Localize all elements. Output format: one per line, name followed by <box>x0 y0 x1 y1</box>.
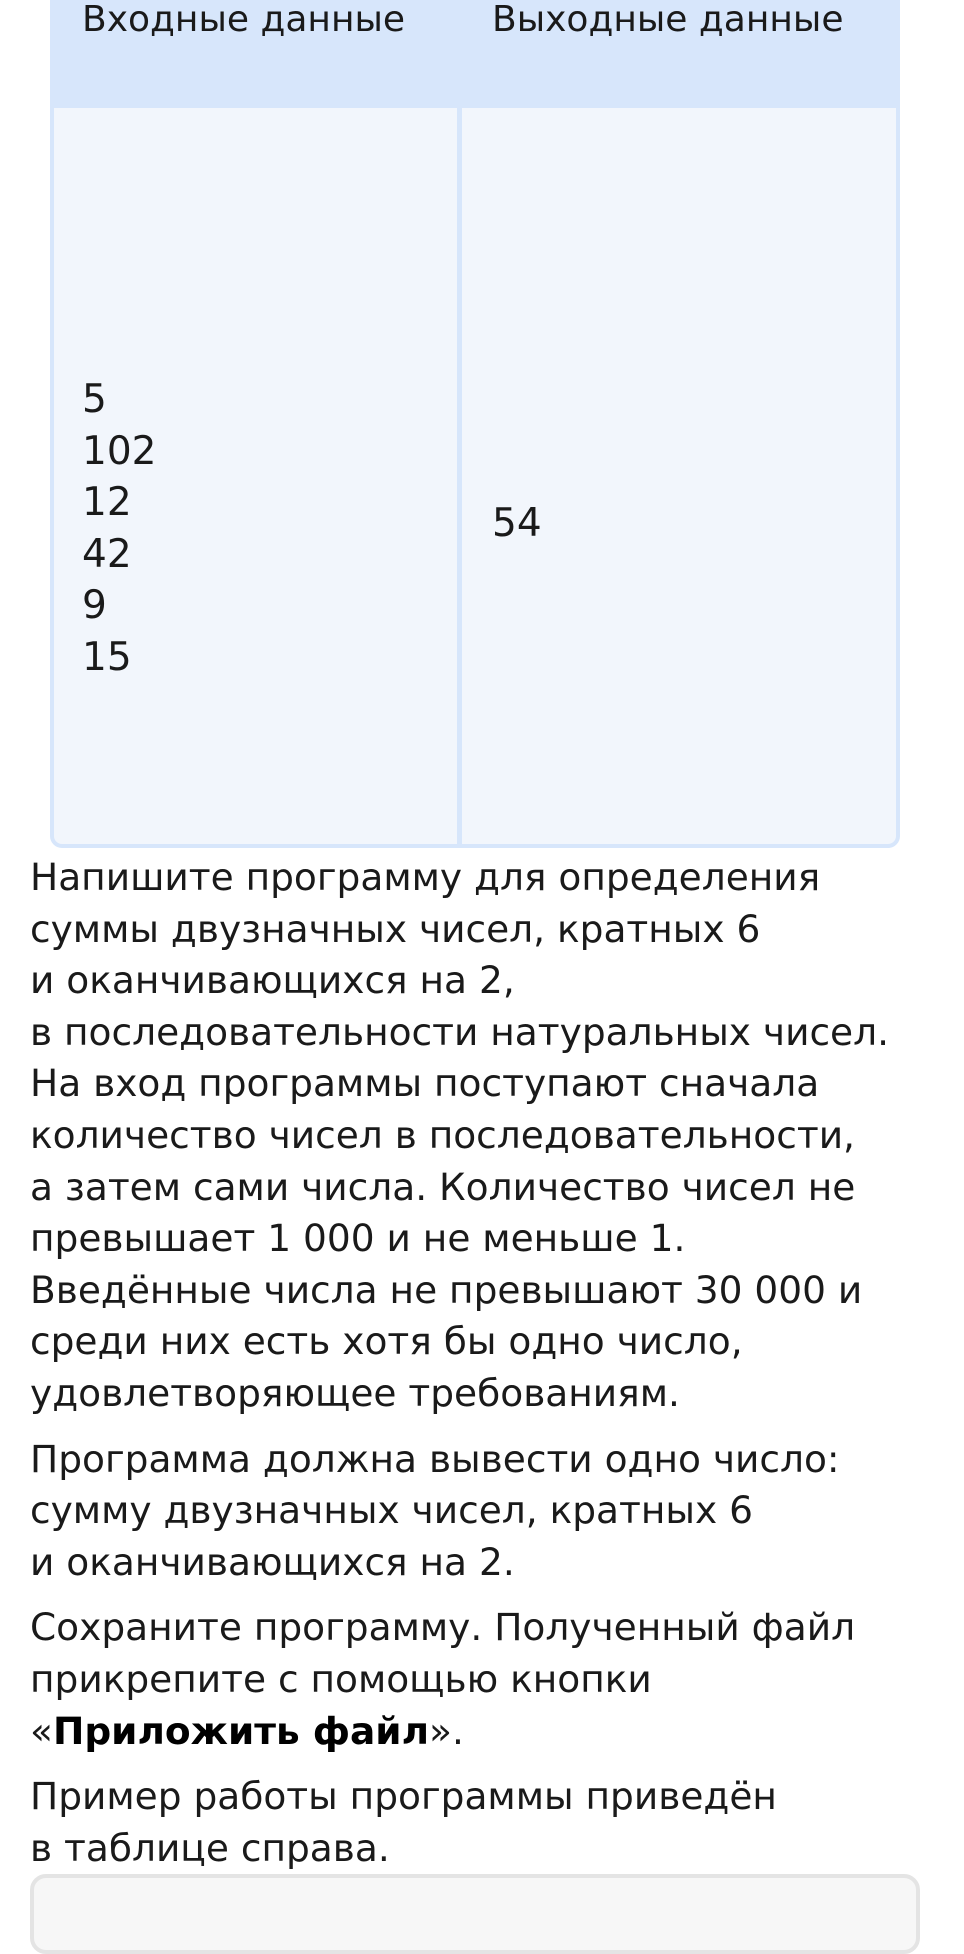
text-line: Пример работы программы приведён <box>30 1774 777 1819</box>
input-lines <box>82 374 156 683</box>
text-line: сумму двузначных чисел, кратных 6 <box>30 1488 753 1533</box>
output-value: 54 <box>492 501 542 546</box>
task-paragraph-output <box>30 1434 930 1589</box>
text-line: Программа должна вывести одно число: <box>30 1436 840 1481</box>
text-line: количество чисел в последовательности, <box>30 1112 855 1157</box>
text-line: а затем сами числа. Количество чисел не <box>30 1164 856 1209</box>
text-line: в последовательности натуральных чисел. <box>30 1009 890 1054</box>
table-body-row <box>54 108 896 848</box>
header-input-data: Входные данные <box>82 0 406 40</box>
text-line: превышает 1 000 и не меньше 1. <box>30 1216 686 1261</box>
input-line: 12 <box>82 480 132 525</box>
next-content-box <box>30 1874 920 1954</box>
task-description <box>30 852 930 1888</box>
input-data-cell <box>54 108 457 844</box>
task-paragraph-example <box>30 1771 930 1874</box>
text-line: прикрепите с помощью кнопки <box>30 1656 652 1701</box>
text-line: и оканчивающихся на 2, <box>30 958 515 1003</box>
header-output-data: Выходные данные <box>492 0 844 40</box>
input-line: 102 <box>82 428 157 474</box>
input-line: 15 <box>82 634 132 680</box>
close-quote: ». <box>429 1708 464 1753</box>
text-line: На вход программы поступают сначала <box>30 1061 820 1106</box>
open-quote: « <box>30 1708 53 1753</box>
input-line: 42 <box>82 531 132 577</box>
attach-file-button-name: Приложить файл <box>52 1708 430 1753</box>
text-line: и оканчивающихся на 2. <box>30 1539 515 1584</box>
text-line: Сохраните программу. Полученный файл <box>30 1605 856 1650</box>
output-data-cell <box>462 108 896 844</box>
text-line: суммы двузначных чисел, кратных 6 <box>30 906 761 951</box>
example-io-table <box>50 0 900 848</box>
input-line: 9 <box>82 583 107 628</box>
task-paragraph-statement <box>30 852 930 1420</box>
text-line: удовлетворяющее требованиям. <box>30 1370 680 1415</box>
text-line: Напишите программу для определения <box>30 855 821 899</box>
text-line: в таблице справа. <box>30 1825 390 1870</box>
table-header-row <box>54 0 896 108</box>
text-line: Введённые числа не превышают 30 000 и <box>30 1267 863 1312</box>
text-line-with-button-name <box>30 1706 930 1758</box>
input-line: 5 <box>82 377 107 422</box>
task-paragraph-save <box>30 1602 930 1757</box>
text-line: среди них есть хотя бы одно число, <box>30 1319 743 1364</box>
